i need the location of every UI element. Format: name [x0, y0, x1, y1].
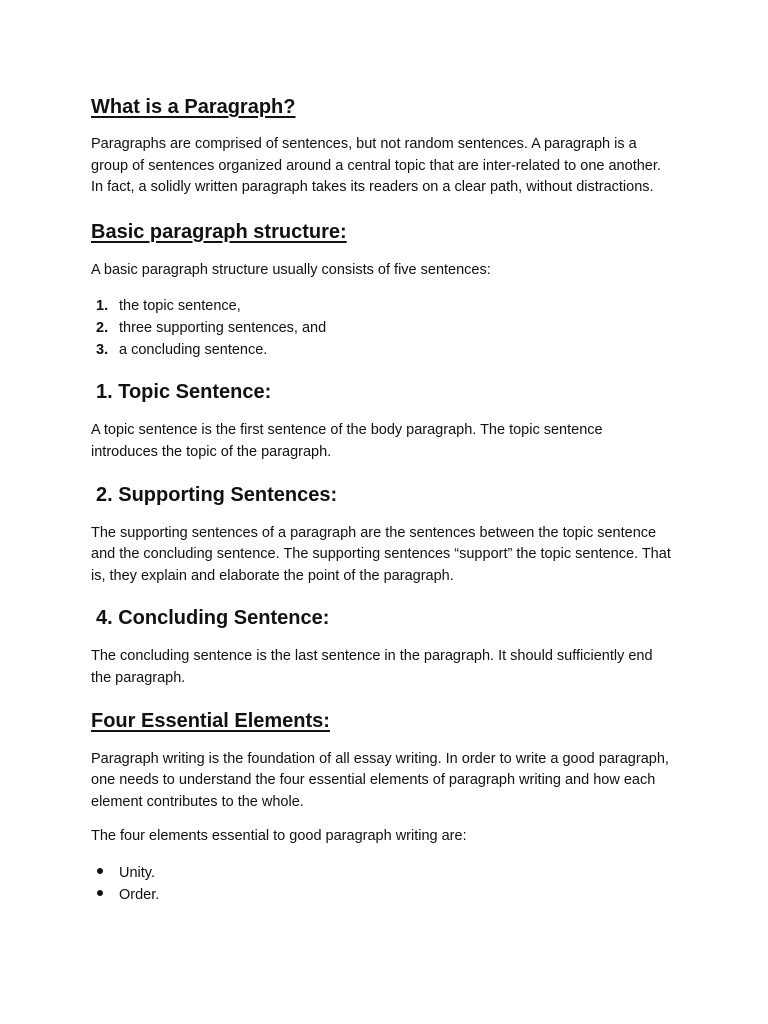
- list-item-text: a concluding sentence.: [119, 342, 268, 359]
- list-item: [91, 317, 672, 339]
- paragraph-supporting-sentences: The supporting sentences of a paragraph are the sentences between the topic sentence and the concluding sentence. The supporting sentences “support” the topic sentence. That is, they explain and elaborate the point of the paragraph.: [91, 524, 671, 584]
- list-number: 1.: [96, 298, 109, 315]
- paragraph-concluding-sentence: The concluding sentence is the last sentence in the paragraph. It should sufficiently end the paragraph.: [91, 648, 653, 686]
- list-item: [91, 295, 672, 317]
- paragraph-elements-intro: The four elements essential to good paragraph writing are:: [91, 828, 467, 845]
- paragraph-essential-elements: Paragraph writing is the foundation of all essay writing. In order to write a good paragraph, one needs to understand the four essential elements of paragraph writing and how each element contributes to the whole.: [91, 750, 669, 810]
- paragraph-topic-sentence: A topic sentence is the first sentence of the body paragraph. The topic sentence introduces the topic of the paragraph.: [91, 422, 603, 460]
- heading-what-is-a-paragraph: What is a Paragraph?: [91, 96, 296, 118]
- structure-list: [91, 295, 672, 361]
- list-item-text: the topic sentence,: [119, 298, 241, 315]
- list-number: 3.: [96, 342, 109, 359]
- list-item: [91, 862, 672, 884]
- heading-concluding-sentence: 4. Concluding Sentence:: [96, 607, 330, 630]
- list-item-text: Unity.: [119, 864, 155, 881]
- heading-basic-structure: Basic paragraph structure:: [91, 220, 347, 243]
- heading-topic-sentence: 1. Topic Sentence:: [96, 381, 272, 404]
- paragraph-basic-structure: A basic paragraph structure usually consists of five sentences:: [91, 261, 491, 278]
- bullet-icon: [91, 884, 119, 906]
- list-number: 2.: [96, 320, 109, 337]
- bullet-icon: [91, 862, 119, 884]
- list-item-text: Order.: [119, 886, 160, 903]
- list-item: [91, 884, 672, 906]
- list-item: [91, 339, 672, 361]
- elements-list: [91, 862, 672, 906]
- list-item-text: three supporting sentences, and: [119, 320, 327, 337]
- heading-supporting-sentences: 2. Supporting Sentences:: [96, 483, 338, 506]
- paragraph-definition: Paragraphs are comprised of sentences, but not random sentences. A paragraph is a group of sentences organized around a central topic that are inter-related to one another. In fact, a solidly written paragraph takes its readers on a clear path, without distractions.: [91, 136, 661, 196]
- heading-four-essential-elements: Four Essential Elements:: [91, 709, 330, 732]
